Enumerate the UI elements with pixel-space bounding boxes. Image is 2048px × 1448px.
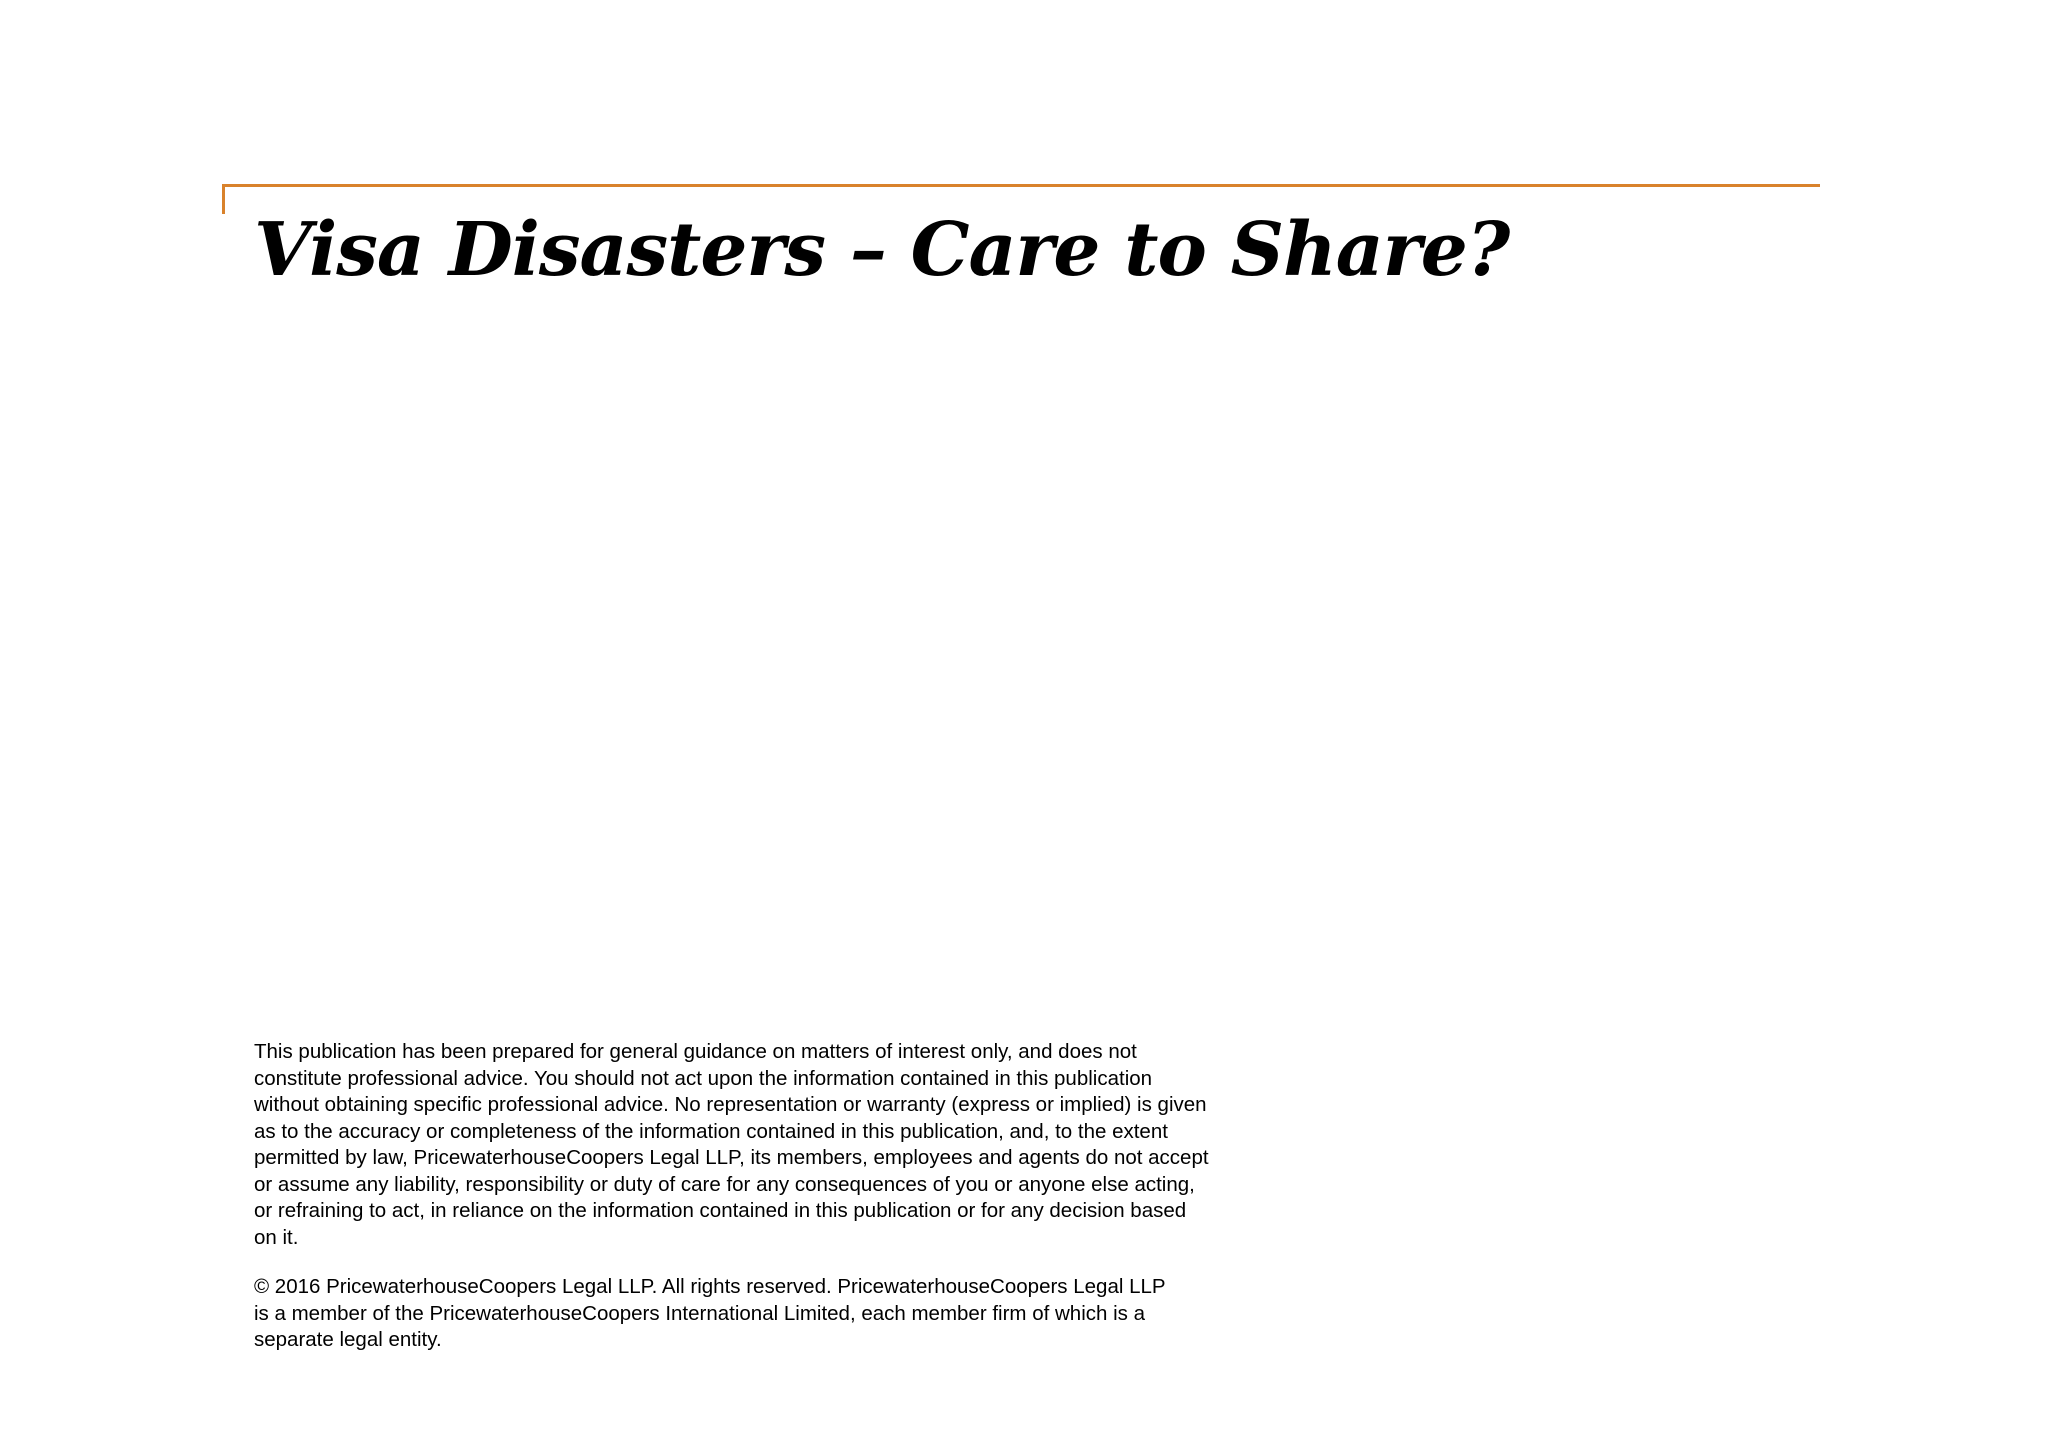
legal-disclaimer: This publication has been prepared for general guidance on matters of interest only, and does not constitute professional advice. You should not act upon the information contained in this publication without obtaining specific professional advice. No representation or warranty (express or implied) is given as to the accuracy or completeness of the information contained in this publication, and, to the extent permitted by law, PricewaterhouseCoopers Legal LLP, its members, employees and agents do not accept or assume any liability, responsibility or duty of care for any consequences of you or anyone else acting, or refraining to act, in reliance on the information contained in this publication or for any decision based on it. <box>254 1040 1209 1249</box>
title-accent-rule <box>222 184 1820 187</box>
title-accent-tick <box>222 184 225 214</box>
copyright-notice: © 2016 PricewaterhouseCoopers Legal LLP. All rights reserved. PricewaterhouseCoopers Legal LLP is a member of the PricewaterhouseCoopers International Limited, each member firm of which is a separate legal entity. <box>254 1275 1166 1351</box>
slide-title: Visa Disasters – Care to Share? <box>254 207 1510 293</box>
